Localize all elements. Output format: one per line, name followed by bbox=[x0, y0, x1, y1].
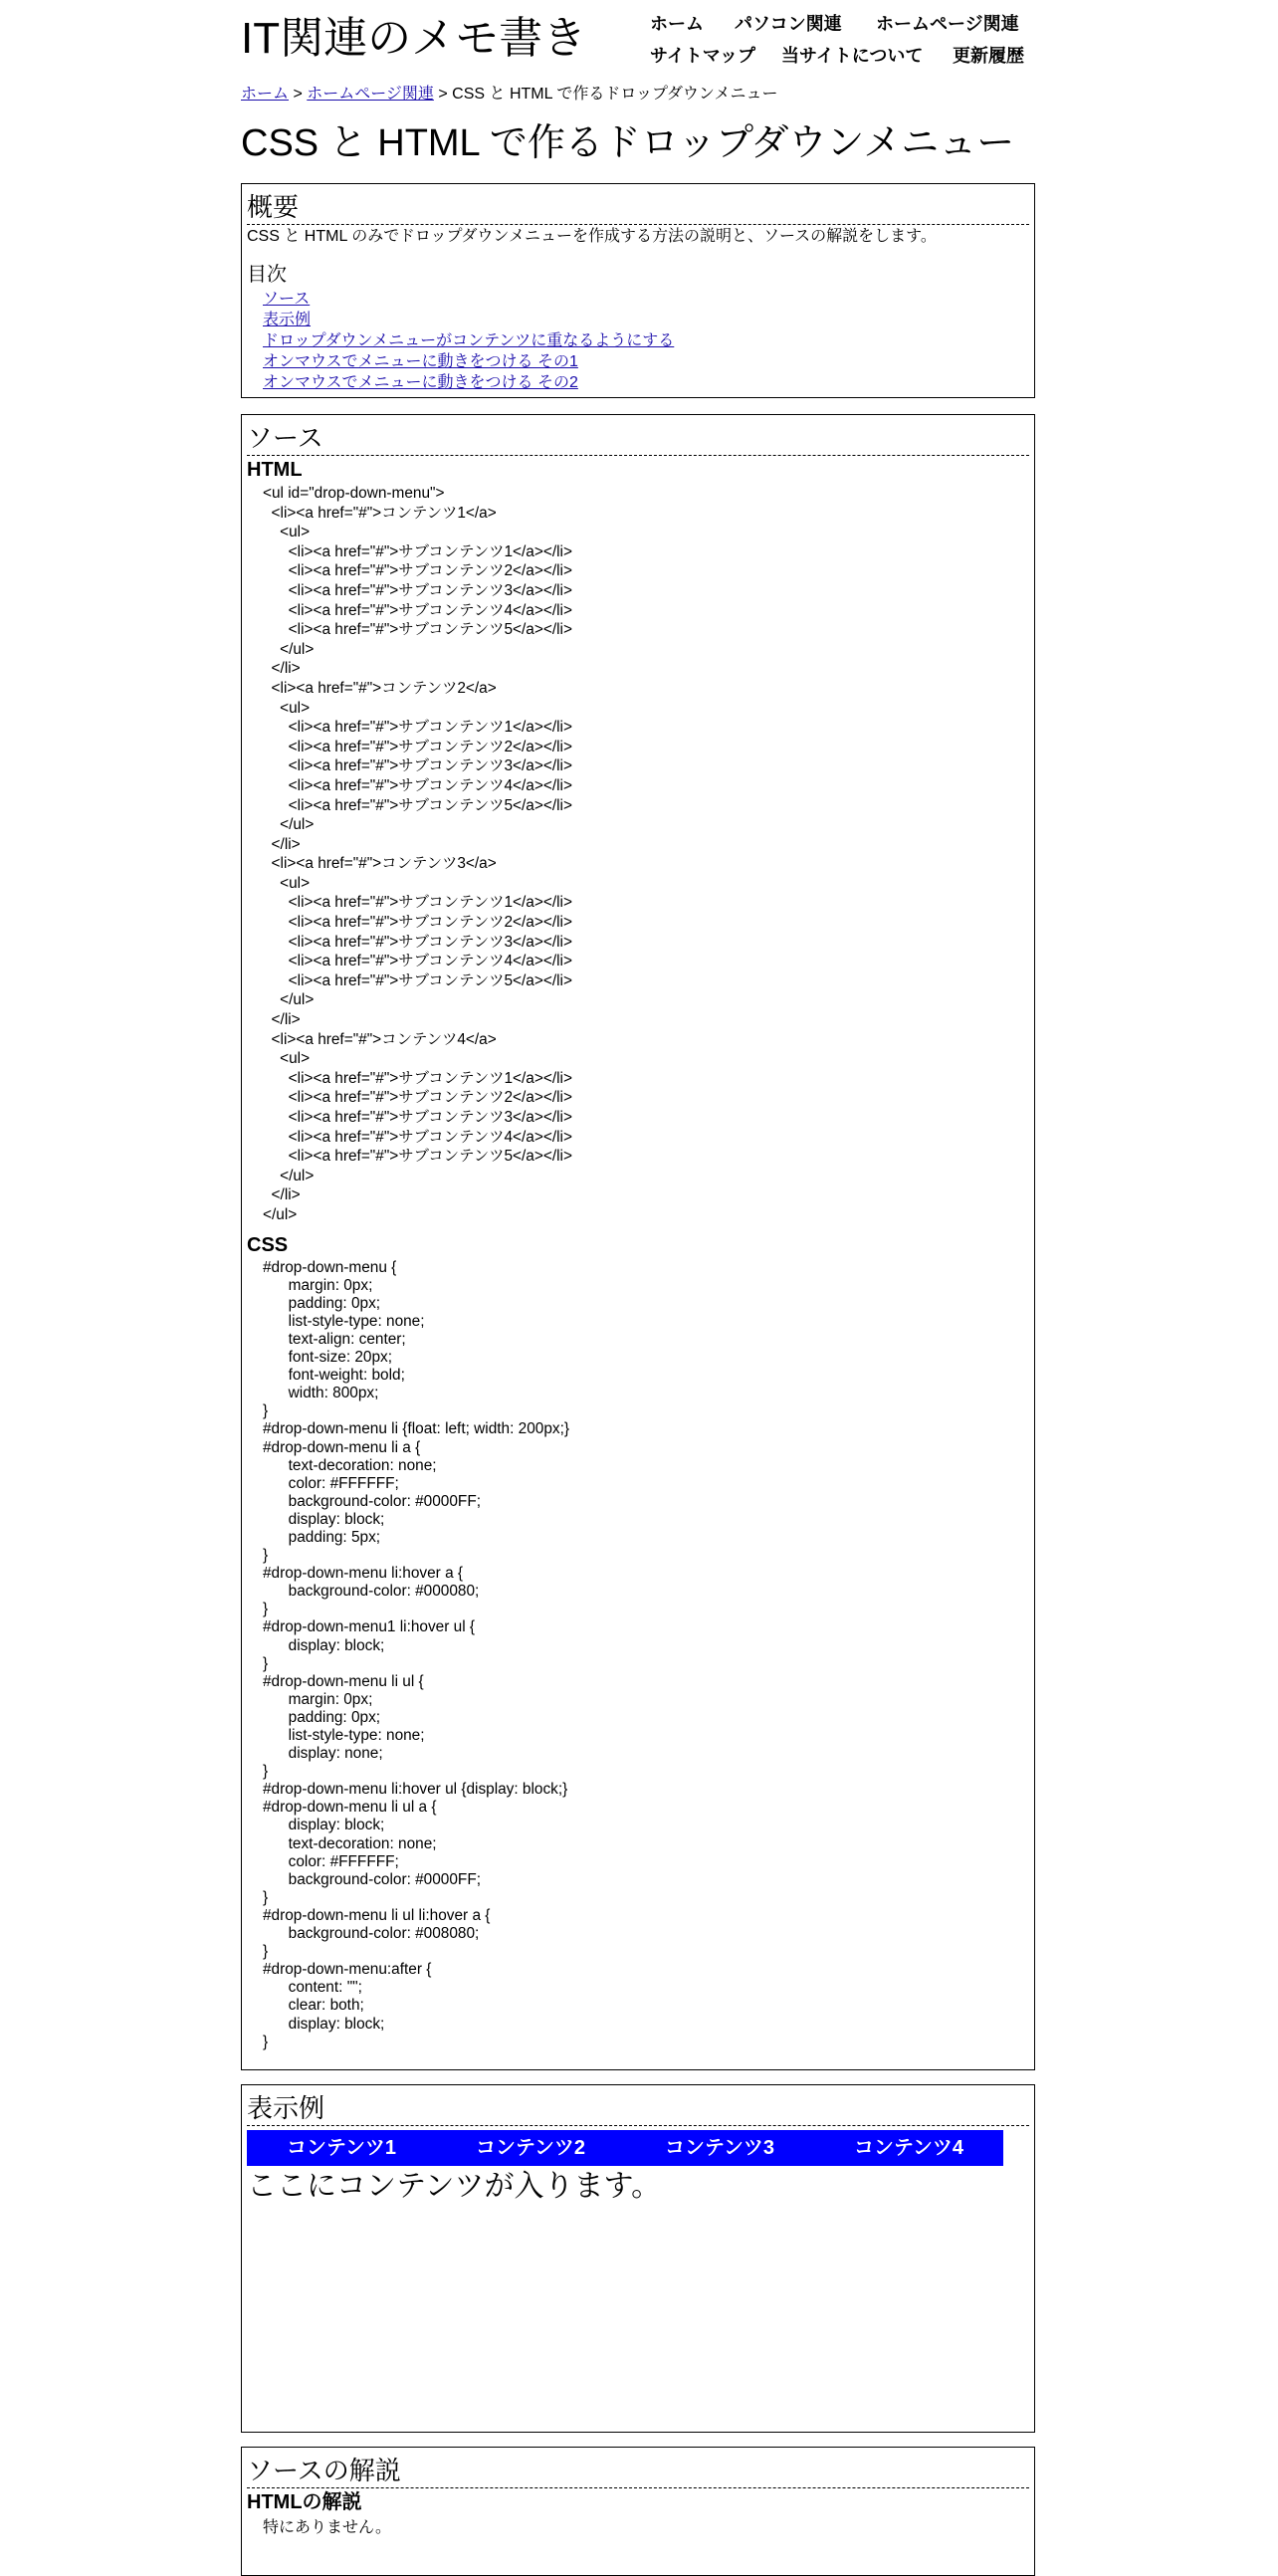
html-explanation-heading: HTMLの解説 bbox=[247, 2491, 362, 2513]
html-code-line: <li><a href="#">サブコンテンツ3</a></li> bbox=[263, 1109, 572, 1126]
css-code-line: margin: 0px; bbox=[263, 1276, 373, 1294]
breadcrumb bbox=[241, 84, 777, 106]
html-code-line: </li> bbox=[263, 660, 301, 678]
css-code-line: list-style-type: none; bbox=[263, 1312, 425, 1330]
breadcrumb-separator: > bbox=[289, 86, 308, 103]
html-code-line: <ul> bbox=[263, 524, 311, 541]
css-code-line: text-decoration: none; bbox=[263, 1456, 437, 1474]
css-code-line: text-decoration: none; bbox=[263, 1834, 437, 1852]
css-code-line: padding: 0px; bbox=[263, 1294, 381, 1312]
css-code-line: #drop-down-menu li ul { bbox=[263, 1672, 424, 1690]
css-code-line: } bbox=[263, 1763, 269, 1781]
css-code-line: color: #FFFFFF; bbox=[263, 1852, 399, 1870]
html-code-line: <li><a href="#">サブコンテンツ5</a></li> bbox=[263, 971, 572, 989]
css-code-line: #drop-down-menu li {float: left; width: 200px;} bbox=[263, 1420, 569, 1438]
html-code-line: <ul id="drop-down-menu"> bbox=[263, 485, 445, 502]
css-code-line: background-color: #000080; bbox=[263, 1583, 480, 1601]
css-code-line: } bbox=[263, 1888, 269, 1906]
css-code-line: font-size: 20px; bbox=[263, 1349, 393, 1367]
overview-section bbox=[241, 183, 1035, 398]
css-code-line: } bbox=[263, 1402, 269, 1420]
html-code-line: <li><a href="#">サブコンテンツ2</a></li> bbox=[263, 1089, 572, 1107]
html-code-line: <li><a href="#">サブコンテンツ1</a></li> bbox=[263, 1069, 572, 1087]
html-code-line: <li><a href="#">サブコンテンツ1</a></li> bbox=[263, 719, 572, 737]
html-code-line: <li><a href="#">サブコンテンツ3</a></li> bbox=[263, 757, 572, 775]
css-code-line: display: block; bbox=[263, 1510, 385, 1528]
css-code-block bbox=[263, 1259, 1029, 2051]
html-code-block bbox=[263, 484, 1029, 1225]
explanation-section bbox=[241, 2447, 1035, 2576]
page-title: CSS と HTML で作るドロップダウンメニュー bbox=[241, 122, 1015, 164]
example-heading: 表示例 bbox=[247, 2091, 1029, 2126]
css-code-line: list-style-type: none; bbox=[263, 1727, 425, 1744]
nav-homepage-link[interactable]: ホームページ関連 bbox=[876, 14, 1019, 34]
toc-link-source[interactable]: ソース bbox=[263, 291, 311, 308]
css-code-line: } bbox=[263, 1601, 269, 1618]
css-code-line: } bbox=[263, 1547, 269, 1565]
toc-link-overlap[interactable]: ドロップダウンメニューがコンテンツに重なるようにする bbox=[263, 332, 675, 349]
css-code-line: background-color: #0000FF; bbox=[263, 1492, 482, 1510]
html-code-line: <li><a href="#">コンテンツ1</a> bbox=[263, 504, 497, 522]
css-code-line: #drop-down-menu li a { bbox=[263, 1438, 421, 1456]
css-code-line: background-color: #0000FF; bbox=[263, 1870, 482, 1888]
css-code-line: } bbox=[263, 1654, 269, 1672]
breadcrumb-current: CSS と HTML で作るドロップダウンメニュー bbox=[452, 86, 778, 103]
html-code-line: <li><a href="#">サブコンテンツ2</a></li> bbox=[263, 562, 572, 580]
html-code-line: </ul> bbox=[263, 640, 315, 658]
demo-content-text: ここにコンテンツが入ります。 bbox=[247, 2170, 662, 2203]
demo-menu-item[interactable]: コンテンツ2 bbox=[475, 2137, 586, 2159]
css-code-line: } bbox=[263, 2033, 269, 2050]
css-code-line: background-color: #008080; bbox=[263, 1925, 480, 1943]
html-code-line: </ul> bbox=[263, 1205, 298, 1223]
html-code-line: <li><a href="#">サブコンテンツ2</a></li> bbox=[263, 914, 572, 932]
breadcrumb-section-link[interactable]: ホームページ関連 bbox=[307, 86, 434, 103]
css-code-line: display: block; bbox=[263, 1636, 385, 1654]
css-code-heading: CSS bbox=[247, 1233, 289, 1256]
nav-pc-link[interactable]: パソコン関連 bbox=[735, 14, 842, 34]
css-code-line: padding: 0px; bbox=[263, 1708, 381, 1726]
css-code-line: clear: both; bbox=[263, 1997, 364, 2015]
html-code-line: </li> bbox=[263, 835, 301, 853]
css-code-line: display: block; bbox=[263, 1817, 385, 1834]
css-code-line: content: ""; bbox=[263, 1979, 362, 1997]
html-code-line: <li><a href="#">サブコンテンツ5</a></li> bbox=[263, 796, 572, 814]
site-title[interactable]: IT関連のメモ書き bbox=[241, 14, 587, 63]
explanation-heading: ソースの解説 bbox=[247, 2454, 1029, 2488]
html-code-line: </ul> bbox=[263, 1167, 315, 1184]
html-code-line: <ul> bbox=[263, 874, 311, 892]
html-code-line: </li> bbox=[263, 1186, 301, 1204]
nav-about-link[interactable]: 当サイトについて bbox=[781, 46, 924, 66]
overview-heading: 概要 bbox=[247, 190, 1029, 225]
css-code-line: width: 800px; bbox=[263, 1385, 379, 1402]
html-code-line: <li><a href="#">サブコンテンツ5</a></li> bbox=[263, 621, 572, 639]
toc-heading: 目次 bbox=[247, 264, 287, 286]
overview-text: CSS と HTML のみでドロップダウンメニューを作成する方法の説明と、ソースの解説をします。 bbox=[247, 228, 937, 245]
html-code-line: </ul> bbox=[263, 991, 315, 1009]
html-code-line: <li><a href="#">サブコンテンツ4</a></li> bbox=[263, 601, 572, 619]
html-code-line: <li><a href="#">サブコンテンツ2</a></li> bbox=[263, 738, 572, 755]
html-code-heading: HTML bbox=[247, 459, 303, 481]
table-of-contents bbox=[247, 289, 1029, 393]
css-code-line: #drop-down-menu { bbox=[263, 1258, 397, 1276]
css-code-line: display: block; bbox=[263, 2015, 385, 2033]
html-code-line: <li><a href="#">コンテンツ3</a> bbox=[263, 855, 497, 873]
html-code-line: <li><a href="#">サブコンテンツ4</a></li> bbox=[263, 953, 572, 970]
html-explanation-text: 特にありません。 bbox=[263, 2519, 391, 2536]
source-section bbox=[241, 414, 1035, 2070]
css-code-line: } bbox=[263, 1943, 269, 1961]
css-code-line: display: none; bbox=[263, 1745, 383, 1763]
demo-menu-item[interactable]: コンテンツ3 bbox=[664, 2137, 775, 2159]
html-code-line: <li><a href="#">サブコンテンツ1</a></li> bbox=[263, 542, 572, 560]
html-code-line: <li><a href="#">サブコンテンツ4</a></li> bbox=[263, 1128, 572, 1146]
source-heading: ソース bbox=[247, 421, 1029, 456]
demo-dropdown-menu bbox=[247, 2130, 1003, 2166]
html-code-line: </ul> bbox=[263, 816, 315, 834]
html-code-line: <li><a href="#">コンテンツ2</a> bbox=[263, 679, 497, 697]
css-code-line: color: #FFFFFF; bbox=[263, 1474, 399, 1492]
html-code-line: <li><a href="#">サブコンテンツ3</a></li> bbox=[263, 933, 572, 951]
css-code-line: #drop-down-menu:after { bbox=[263, 1961, 432, 1979]
breadcrumb-home-link[interactable]: ホーム bbox=[241, 86, 290, 103]
toc-link-hover2[interactable]: オンマウスでメニューに動きをつける その2 bbox=[263, 374, 578, 391]
css-code-line: text-align: center; bbox=[263, 1330, 406, 1348]
html-code-line: <li><a href="#">サブコンテンツ1</a></li> bbox=[263, 894, 572, 912]
html-code-line: <li><a href="#">サブコンテンツ3</a></li> bbox=[263, 581, 572, 599]
html-code-line: <li><a href="#">サブコンテンツ5</a></li> bbox=[263, 1148, 572, 1166]
html-code-line: <li><a href="#">サブコンテンツ4</a></li> bbox=[263, 776, 572, 794]
css-code-line: font-weight: bold; bbox=[263, 1367, 405, 1385]
example-section bbox=[241, 2084, 1035, 2433]
demo-menu-item[interactable]: コンテンツ4 bbox=[853, 2137, 964, 2159]
css-code-line: #drop-down-menu li ul li:hover a { bbox=[263, 1906, 491, 1924]
nav-home-link[interactable]: ホーム bbox=[650, 14, 704, 34]
css-code-line: #drop-down-menu li:hover a { bbox=[263, 1565, 464, 1583]
css-code-line: margin: 0px; bbox=[263, 1690, 373, 1708]
css-code-line: padding: 5px; bbox=[263, 1528, 381, 1546]
nav-history-link[interactable]: 更新履歴 bbox=[953, 46, 1024, 66]
css-code-line: #drop-down-menu li ul a { bbox=[263, 1799, 437, 1817]
top-navigation bbox=[650, 10, 1048, 74]
demo-menu-item[interactable]: コンテンツ1 bbox=[286, 2137, 397, 2159]
html-code-line: <ul> bbox=[263, 1050, 311, 1068]
html-code-line: </li> bbox=[263, 1011, 301, 1029]
toc-link-example[interactable]: 表示例 bbox=[263, 312, 312, 328]
nav-sitemap-link[interactable]: サイトマップ bbox=[650, 46, 756, 66]
css-code-line: #drop-down-menu li:hover ul {display: block;} bbox=[263, 1781, 568, 1799]
toc-link-hover1[interactable]: オンマウスでメニューに動きをつける その1 bbox=[263, 353, 578, 370]
css-code-line: #drop-down-menu1 li:hover ul { bbox=[263, 1618, 476, 1636]
html-code-line: <li><a href="#">コンテンツ4</a> bbox=[263, 1030, 497, 1048]
breadcrumb-separator: > bbox=[433, 86, 453, 103]
html-code-line: <ul> bbox=[263, 699, 311, 717]
